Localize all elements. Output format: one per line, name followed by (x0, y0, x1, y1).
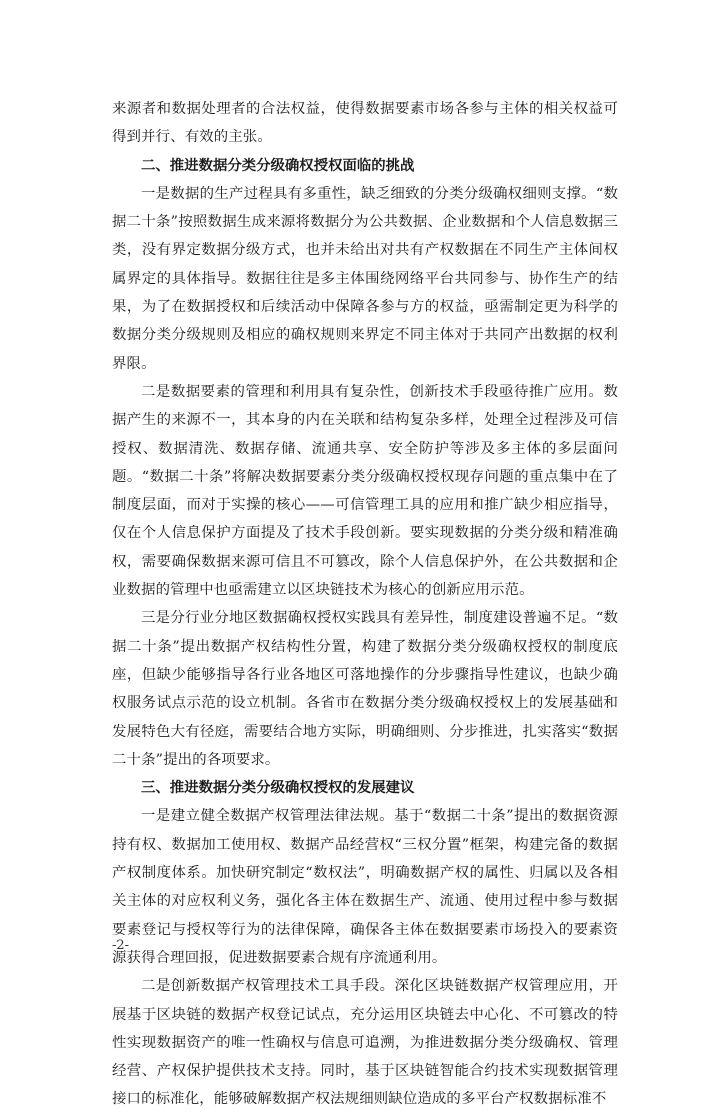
body-paragraph: 一是数据的生产过程具有多重性，缺乏细致的分类分级确权细则支撑。“数据二十条”按照数据生成来源将数据分为公共数据、企业数据和个人信息数据三类，没有界定数据分级方式，也并未给出对共有产权数据在不同生产主体间权属界定的具体指导。数据往往是多主体围绕网络平台共同参与、协作生产的结果，为了在数据授权和后续活动中保障各参与方的权益，亟需制定更为科学的数据分类分级规则及相应的确权规则来界定不同主体对于共同产出数据的权利界限。 (112, 185, 618, 372)
page-number: -2- (112, 938, 130, 953)
body-paragraph: 一是建立健全数据产权管理法律法规。基于“数据二十条”提出的数据资源持有权、数据加工使用权、数据产品经营权“三权分置”框架，构建完备的数据产权制度体系。加快研究制定“数权法”，明确数据产权的属性、归属以及各相关主体的对应权利义务，强化各主体在数据生产、流通、使用过程中参与数据要素登记与授权等行为的法律保障，确保各主体在数据要素市场投入的要素资源获得合理回报，促进数据要素合规有序流通利用。 (112, 808, 618, 966)
body-paragraph: 二是创新数据产权管理技术工具手段。深化区块链数据产权管理应用，开展基于区块链的数据产权登记试点，充分运用区块链去中心化、不可篡改的特性实现数据资产的唯一性确权与信息可追溯，为推进数据分类分级确权、管理经营、产权保护提供技术支持。同时，基于区块链智能合约技术实现数据管理接口的标准化，能够破解数据产权法规细则缺位造成的多平台产权数据标准不 (112, 978, 618, 1108)
body-paragraph: 二是数据要素的管理和利用具有复杂性，创新技术手段亟待推广应用。数据产生的来源不一，其本身的内在关联和结构复杂多样，处理全过程涉及可信授权、数据清洗、数据存储、流通共享、安全防护等涉及多主体的多层面问题。“数据二十条”将解决数据要素分类分级确权授权现存问题的重点集中在了制度层面，而对于实操的核心——可信管理工具的应用和推广缺少相应指导，仅在个人信息保护方面提及了技术手段创新。要实现数据的分类分级和精准确权，需要确保数据来源可信且不可篡改，除个人信息保护外，在公共数据和企业数据的管理中也亟需建立以区块链技术为核心的创新应用示范。 (112, 383, 618, 599)
document-body (112, 95, 618, 1114)
body-paragraph: 来源者和数据处理者的合法权益，使得数据要素市场各参与主体的相关权益可得到并行、有效的主张。 (112, 101, 618, 146)
body-paragraph: 三是分行业分地区数据确权授权实践具有差异性，制度建设普遍不足。“数据二十条”提出数据产权结构性分置，构建了数据分类分级确权授权的制度底座，但缺少能够指导各行业各地区可落地操作的分步骤指导性建议，也缺少确权服务试点示范的设立机制。各省市在数据分类分级确权授权上的发展基础和发展特色大有径庭，需要结合地方实际，明确细则、分步推进，扎实落实“数据二十条”提出的各项要求。 (112, 610, 618, 768)
section-heading: 二、推进数据分类分级确权授权面临的挑战 (141, 157, 415, 174)
section-heading: 三、推进数据分类分级确权授权的发展建议 (141, 780, 415, 797)
